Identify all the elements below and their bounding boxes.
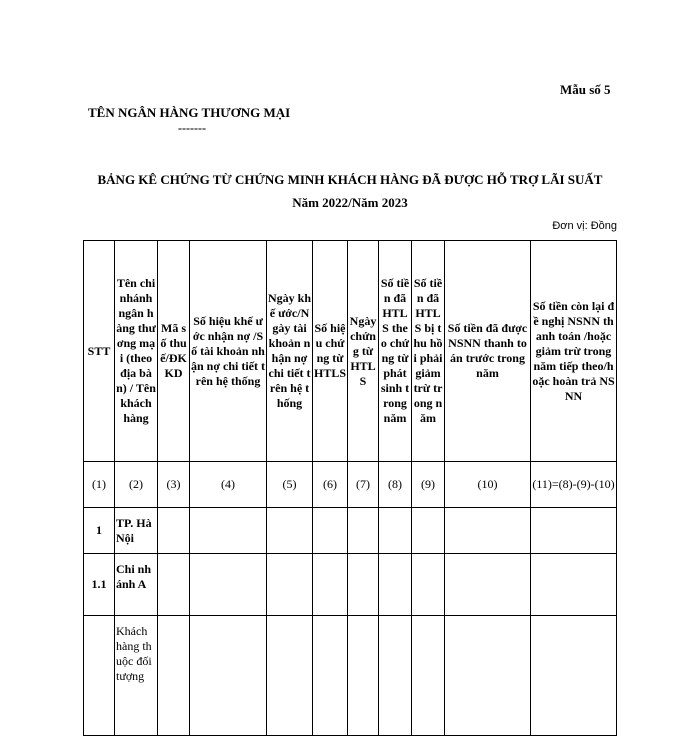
column-number: (9) xyxy=(412,462,445,508)
table-cell xyxy=(313,616,348,736)
column-number: (5) xyxy=(267,462,313,508)
column-number: (2) xyxy=(115,462,158,508)
table-cell xyxy=(445,554,531,616)
table-cell xyxy=(267,616,313,736)
currency-unit: Đơn vị: Đồng xyxy=(552,220,617,232)
bank-name-underline: ------- xyxy=(178,121,206,135)
row-stt: 1.1 xyxy=(84,554,115,616)
table-cell xyxy=(267,508,313,554)
column-number: (1) xyxy=(84,462,115,508)
report-title-text: BẢNG KÊ CHỨNG TỪ CHỨNG MINH KHÁCH HÀNG ĐÃ ĐƯỢC HỖ TRỢ LÃI SUẤT xyxy=(97,172,603,187)
bank-name: TÊN NGÂN HÀNG THƯƠNG MẠI xyxy=(88,105,291,120)
column-number: (6) xyxy=(313,462,348,508)
row-name: Chi nhánh A xyxy=(115,554,158,616)
table-cell xyxy=(158,616,190,736)
table-cell xyxy=(348,508,379,554)
table-cell xyxy=(445,616,531,736)
table-cell xyxy=(531,508,617,554)
table-cell xyxy=(313,508,348,554)
column-number: (11)=(8)-(9)-(10) xyxy=(531,462,617,508)
table-cell xyxy=(348,554,379,616)
report-year: Năm 2022/Năm 2023 xyxy=(292,195,408,210)
column-header: Số tiền đã HTLS bị thu hồi phải giảm trừ trong năm xyxy=(412,241,445,462)
table-header-row xyxy=(84,241,617,462)
table-row xyxy=(84,554,617,616)
column-header: Mã số thuế/ĐKKD xyxy=(158,241,190,462)
table-cell xyxy=(158,554,190,616)
column-number: (4) xyxy=(190,462,267,508)
table-cell xyxy=(379,616,412,736)
column-header: Ngày khế ước/Ngày tài khoản nhận nợ chi tiết trên hệ thống xyxy=(267,241,313,462)
column-number: (10) xyxy=(445,462,531,508)
voucher-table xyxy=(83,240,617,736)
column-header: Số tiền còn lại đề nghị NSNN thanh toán /hoặc giảm trừ trong năm tiếp theo/hoặc hoàn trả NSNN xyxy=(531,241,617,462)
column-number: (8) xyxy=(379,462,412,508)
table-cell xyxy=(531,616,617,736)
column-number: (7) xyxy=(348,462,379,508)
form-number: Mẫu số 5 xyxy=(560,82,611,97)
table-cell xyxy=(379,508,412,554)
table-cell xyxy=(412,508,445,554)
row-name: TP. Hà Nội xyxy=(115,508,158,554)
column-header: Số tiền đã được NSNN thanh toán trước trong năm xyxy=(445,241,531,462)
column-header: STT xyxy=(84,241,115,462)
table-cell xyxy=(412,554,445,616)
table-cell xyxy=(267,554,313,616)
table-cell xyxy=(348,616,379,736)
column-number: (3) xyxy=(158,462,190,508)
table-cell xyxy=(445,508,531,554)
table-cell xyxy=(412,616,445,736)
column-header: Số hiệu khế ước nhận nợ /Số tài khoản nhận nợ chi tiết trên hệ thống xyxy=(190,241,267,462)
table-cell xyxy=(190,508,267,554)
row-name: Khách hàng thuộc đối tượng xyxy=(115,616,158,736)
row-stt: 1 xyxy=(84,508,115,554)
table-cell xyxy=(190,554,267,616)
table-cell xyxy=(158,508,190,554)
row-stt xyxy=(84,616,115,736)
column-header: Tên chi nhánh ngân hàng thương mại (theo địa bàn) / Tên khách hàng xyxy=(115,241,158,462)
table-cell xyxy=(190,616,267,736)
table-cell xyxy=(313,554,348,616)
column-header: Số hiệu chứng từ HTLS xyxy=(313,241,348,462)
column-header: Số tiền đã HTLS theo chứng từ phát sinh trong năm xyxy=(379,241,412,462)
table-cell xyxy=(379,554,412,616)
table-row xyxy=(84,616,617,736)
report-title xyxy=(0,172,700,188)
column-number-row xyxy=(84,462,617,508)
table-row xyxy=(84,508,617,554)
column-header: Ngày chứng từ HTLS xyxy=(348,241,379,462)
table-cell xyxy=(531,554,617,616)
